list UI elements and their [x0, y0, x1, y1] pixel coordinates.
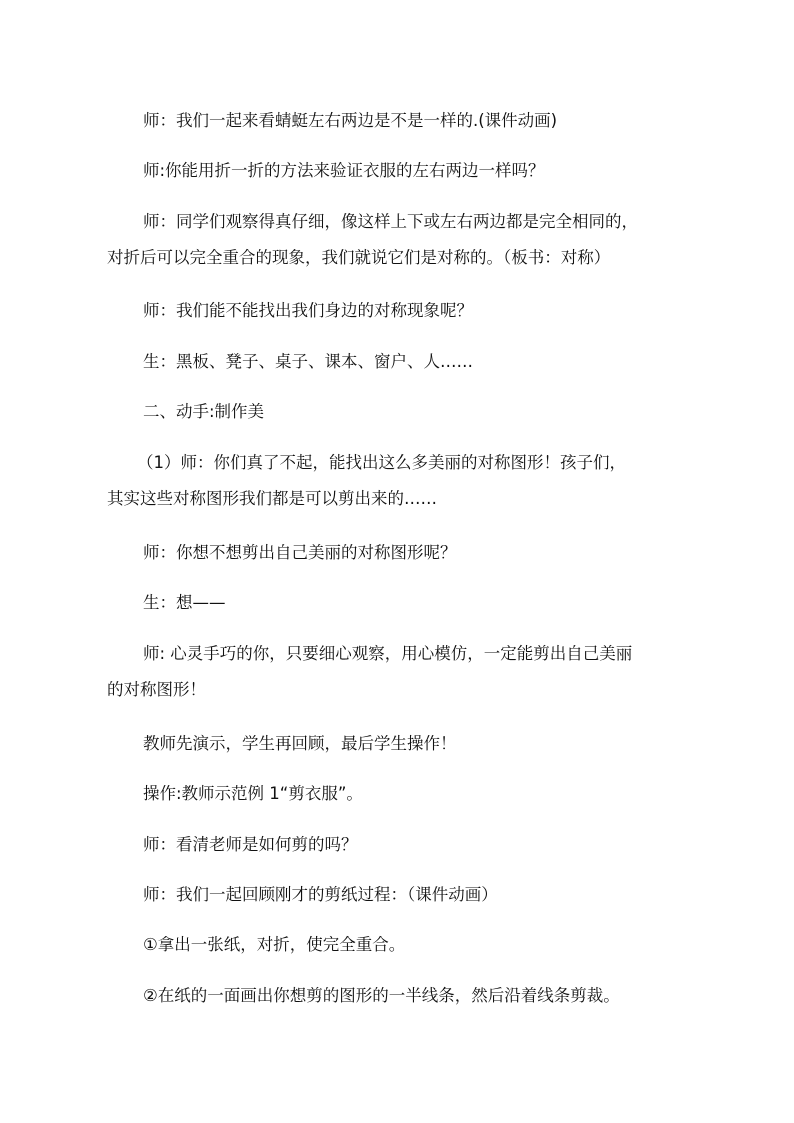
- paragraph-line: 师:你能用折一折的方法来验证衣服的左右两边一样吗？: [143, 161, 545, 180]
- paragraph-line: 二、动手:制作美: [143, 402, 265, 421]
- paragraph-4: [107, 293, 707, 329]
- step-1: [107, 927, 707, 963]
- paragraph-10: [107, 636, 707, 708]
- paragraph-line: 师: 心灵手巧的你，只要细心观察，用心模仿，一定能剪出自己美丽: [143, 644, 633, 663]
- paragraph-1: [107, 103, 707, 139]
- paragraph-3: [107, 204, 707, 276]
- paragraph-line: 生：想——: [143, 593, 226, 612]
- paragraph-line: 的对称图形！: [107, 680, 206, 699]
- paragraph-line: （1）师：你们真了不起，能找出这么多美丽的对称图形！孩子们，: [137, 453, 626, 472]
- paragraph-line: 师：我们能不能找出我们身边的对称现象呢？: [143, 301, 473, 320]
- paragraph-line: 师：看清老师是如何剪的吗？: [143, 835, 358, 854]
- paragraph-line: 操作:教师示范例 1“剪衣服”。: [143, 784, 363, 803]
- paragraph-12: [107, 776, 707, 812]
- paragraph-9: [107, 585, 707, 621]
- paragraph-13: [107, 827, 707, 863]
- paragraph-7: [107, 445, 707, 517]
- paragraph-5: [107, 344, 707, 380]
- paragraph-8: [107, 535, 707, 571]
- step-2: [107, 978, 707, 1014]
- paragraph-line: ①拿出一张纸，对折，使完全重合。: [143, 935, 406, 954]
- paragraph-line: 师：我们一起来看蜻蜓左右两边是不是一样的.(课件动画): [143, 111, 558, 130]
- paragraph-11: [107, 726, 707, 762]
- paragraph-line: 其实这些对称图形我们都是可以剪出来的……: [107, 489, 437, 508]
- paragraph-line: 师：同学们观察得真仔细，像这样上下或左右两边都是完全相同的，: [143, 212, 638, 231]
- paragraph-14: [107, 877, 707, 913]
- paragraph-line: 对折后可以完全重合的现象，我们就说它们是对称的。（板书：对称）: [107, 248, 611, 267]
- section-heading: [107, 394, 707, 430]
- paragraph-2: [107, 153, 707, 189]
- paragraph-line: 教师先演示，学生再回顾，最后学生操作！: [143, 734, 457, 753]
- paragraph-line: 师：我们一起回顾刚才的剪纸过程：（课件动画）: [143, 885, 498, 904]
- paragraph-line: ②在纸的一面画出你想剪的图形的一半线条，然后沿着线条剪裁。: [143, 986, 620, 1005]
- paragraph-line: 生：黑板、凳子、桌子、课本、窗户、人……: [143, 352, 473, 371]
- paragraph-line: 师：你想不想剪出自己美丽的对称图形呢？: [143, 543, 457, 562]
